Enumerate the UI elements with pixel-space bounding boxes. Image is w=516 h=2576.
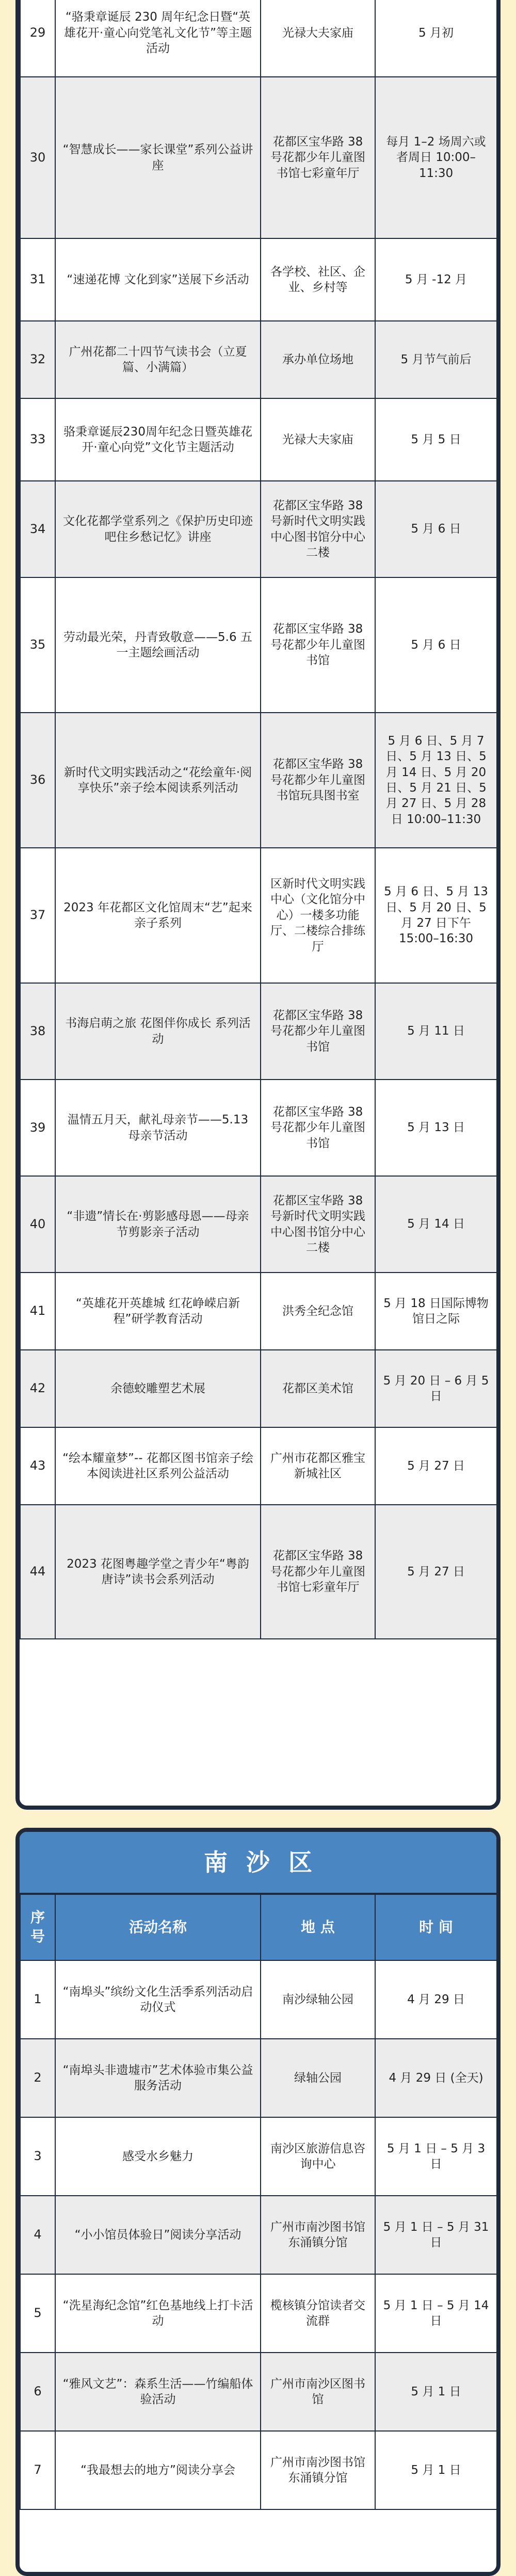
activity-time: 5 月 27 日 bbox=[375, 1505, 497, 1639]
activity-time: 5 月 -12 月 bbox=[375, 238, 497, 321]
row-number: 33 bbox=[20, 398, 55, 481]
activity-name: 感受水乡魅力 bbox=[55, 2117, 261, 2196]
activity-time: 5 月初 bbox=[375, 0, 497, 77]
activity-location: 区新时代文明实践中心（文化馆分中心）一楼多功能厅、二楼综合排练厅 bbox=[261, 848, 375, 983]
activity-time: 5 月 14 日 bbox=[375, 1176, 497, 1273]
row-number: 36 bbox=[20, 713, 55, 848]
activity-location: 花都区宝华路 38 号花都少年儿童图书馆七彩童年厅 bbox=[261, 1505, 375, 1639]
table-row bbox=[20, 0, 497, 77]
row-number: 32 bbox=[20, 321, 55, 398]
huadu-table-panel bbox=[15, 0, 501, 1810]
activity-name: 2023 年花都区文化馆周末“艺”起来亲子系列 bbox=[55, 848, 261, 983]
activity-time: 5 月 20 日 – 6 月 5 日 bbox=[375, 1350, 497, 1427]
activity-location: 花都区宝华路 38 号花都少年儿童图书馆玩具图书室 bbox=[261, 713, 375, 848]
activity-location: 绿轴公园 bbox=[261, 2039, 375, 2117]
activity-name: “雅风文艺”：森系生活——竹编船体验活动 bbox=[55, 2353, 261, 2431]
activity-time: 4 月 29 日 bbox=[375, 1960, 497, 2039]
activity-time: 5 月 6 日 bbox=[375, 577, 497, 713]
activity-name: 2023 花图粤趣学堂之青少年“粤韵唐诗”读书会系列活动 bbox=[55, 1505, 261, 1639]
nansha-table-panel bbox=[15, 1828, 501, 2576]
activity-name: “英雄花开英雄城 红花峥嵘启新程”研学教育活动 bbox=[55, 1273, 261, 1350]
table-row bbox=[20, 983, 497, 1080]
activity-name: 骆秉章诞辰230周年纪念日暨英雄花开·童心向党”文化节主题活动 bbox=[55, 398, 261, 481]
table-row bbox=[20, 577, 497, 713]
row-number: 35 bbox=[20, 577, 55, 713]
activity-location: 承办单位场地 bbox=[261, 321, 375, 398]
table-row bbox=[20, 2117, 497, 2196]
table-row bbox=[20, 848, 497, 983]
row-number: 34 bbox=[20, 481, 55, 577]
table-row bbox=[20, 77, 497, 238]
table-row bbox=[20, 2039, 497, 2117]
activity-name: “速递花博 文化到家”送展下乡活动 bbox=[55, 238, 261, 321]
activity-location: 南沙绿轴公园 bbox=[261, 1960, 375, 2039]
row-number: 43 bbox=[20, 1427, 55, 1505]
activity-location: 花都区宝华路 38 号花都少年儿童图书馆 bbox=[261, 983, 375, 1080]
activity-location: 各学校、社区、企业、乡村等 bbox=[261, 238, 375, 321]
activity-location: 广州市南沙区图书馆 bbox=[261, 2353, 375, 2431]
table-row bbox=[20, 2196, 497, 2274]
activity-time: 5 月 1 日 bbox=[375, 2431, 497, 2509]
activity-location: 广州市南沙图书馆东涌镇分馆 bbox=[261, 2196, 375, 2274]
activity-time: 5 月 5 日 bbox=[375, 398, 497, 481]
activity-location: 花都区宝华路 38 号花都少年儿童图书馆 bbox=[261, 1080, 375, 1176]
activity-location: 榄核镇分馆读者交流群 bbox=[261, 2274, 375, 2353]
activity-name: “我最想去的地方”阅读分享会 bbox=[55, 2431, 261, 2509]
table-header-row bbox=[20, 1894, 497, 1960]
activity-name: “南埠头”缤纷文化生活季系列活动启动仪式 bbox=[55, 1960, 261, 2039]
activity-name: 广州花都二十四节气读书会（立夏篇、小满篇） bbox=[55, 321, 261, 398]
activity-name: “小小馆员体验日”阅读分享活动 bbox=[55, 2196, 261, 2274]
table-row bbox=[20, 398, 497, 481]
activity-time: 5 月 1 日 bbox=[375, 2353, 497, 2431]
activity-location: 洪秀全纪念馆 bbox=[261, 1273, 375, 1350]
header-no: 序号 bbox=[20, 1894, 55, 1960]
activity-location: 花都区宝华路 38 号新时代文明实践中心图书馆分中心二楼 bbox=[261, 481, 375, 577]
activity-location: 花都区宝华路 38 号花都少年儿童图书馆 bbox=[261, 577, 375, 713]
huadu-activity-table bbox=[20, 0, 497, 1639]
table-row bbox=[20, 1350, 497, 1427]
district-title: 南沙区 bbox=[20, 1832, 496, 1894]
row-number: 2 bbox=[20, 2039, 55, 2117]
header-name: 活动名称 bbox=[55, 1894, 261, 1960]
activity-name: “南埠头非遗墟市”艺术体验市集公益服务活动 bbox=[55, 2039, 261, 2117]
activity-location: 广州市南沙图书馆东涌镇分馆 bbox=[261, 2431, 375, 2509]
row-number: 1 bbox=[20, 1960, 55, 2039]
activity-name: 文化花都学堂系列之《保护历史印迹吧住乡愁记忆》讲座 bbox=[55, 481, 261, 577]
table-row bbox=[20, 1176, 497, 1273]
activity-time: 5 月 1 日 – 5 月 31 日 bbox=[375, 2196, 497, 2274]
activity-time: 5 月 1 日 – 5 月 3 日 bbox=[375, 2117, 497, 2196]
activity-name: “智慧成长——家长课堂”系列公益讲座 bbox=[55, 77, 261, 238]
row-number: 30 bbox=[20, 77, 55, 238]
table-row bbox=[20, 321, 497, 398]
table-row bbox=[20, 2431, 497, 2509]
row-number: 3 bbox=[20, 2117, 55, 2196]
nansha-activity-table bbox=[20, 1894, 497, 2510]
row-number: 41 bbox=[20, 1273, 55, 1350]
table-row bbox=[20, 1505, 497, 1639]
activity-name: 温情五月天，献礼母亲节——5.13 母亲节活动 bbox=[55, 1080, 261, 1176]
header-time: 时 间 bbox=[375, 1894, 497, 1960]
activity-location: 光禄大夫家庙 bbox=[261, 398, 375, 481]
table-row bbox=[20, 1427, 497, 1505]
table-row bbox=[20, 1960, 497, 2039]
activity-time: 4 月 29 日 (全天) bbox=[375, 2039, 497, 2117]
activity-name: “骆秉章诞辰 230 周年纪念日暨“英雄花开·童心向党笔礼文化节”等主题活动 bbox=[55, 0, 261, 77]
table-row bbox=[20, 238, 497, 321]
activity-location: 花都区宝华路 38 号新时代文明实践中心图书馆分中心二楼 bbox=[261, 1176, 375, 1273]
activity-name: 余德蛟雕塑艺术展 bbox=[55, 1350, 261, 1427]
row-number: 6 bbox=[20, 2353, 55, 2431]
activity-time: 5 月 6 日、5 月 13 日、5 月 20 日、5 月 27 日下午 15:00–16:30 bbox=[375, 848, 497, 983]
row-number: 40 bbox=[20, 1176, 55, 1273]
row-number: 42 bbox=[20, 1350, 55, 1427]
activity-name: “非遗”情长在·剪影感母恩——母亲节剪影亲子活动 bbox=[55, 1176, 261, 1273]
table-row bbox=[20, 1273, 497, 1350]
activity-time: 5 月 18 日国际博物馆日之际 bbox=[375, 1273, 497, 1350]
activity-name: 书海启萌之旅 花图伴你成长 系列活动 bbox=[55, 983, 261, 1080]
activity-time: 5 月 6 日 bbox=[375, 481, 497, 577]
row-number: 7 bbox=[20, 2431, 55, 2509]
activity-time: 5 月 27 日 bbox=[375, 1427, 497, 1505]
table-row bbox=[20, 481, 497, 577]
activity-name: 新时代文明实践活动之“花绘童年·阅享快乐”亲子绘本阅读系列活动 bbox=[55, 713, 261, 848]
activity-location: 广州市花都区雅宝新城社区 bbox=[261, 1427, 375, 1505]
row-number: 31 bbox=[20, 238, 55, 321]
activity-location: 花都区美术馆 bbox=[261, 1350, 375, 1427]
row-number: 37 bbox=[20, 848, 55, 983]
table-row bbox=[20, 2353, 497, 2431]
table-row bbox=[20, 713, 497, 848]
activity-name: “洗星海纪念馆”红色基地线上打卡活动 bbox=[55, 2274, 261, 2353]
activity-time: 5 月 11 日 bbox=[375, 983, 497, 1080]
activity-location: 南沙区旅游信息咨询中心 bbox=[261, 2117, 375, 2196]
activity-time: 5 月 13 日 bbox=[375, 1080, 497, 1176]
table-row bbox=[20, 1080, 497, 1176]
header-location: 地 点 bbox=[261, 1894, 375, 1960]
row-number: 39 bbox=[20, 1080, 55, 1176]
row-number: 5 bbox=[20, 2274, 55, 2353]
activity-name: 劳动最光荣，丹青致敬意——5.6 五一主题绘画活动 bbox=[55, 577, 261, 713]
activity-location: 光禄大夫家庙 bbox=[261, 0, 375, 77]
activity-time: 5 月 6 日、5 月 7 日、5 月 13 日、5 月 14 日、5 月 20 日、5 月 21 日、5 月 27 日、5 月 28 日 10:00–11:30 bbox=[375, 713, 497, 848]
row-number: 38 bbox=[20, 983, 55, 1080]
activity-time: 5 月节气前后 bbox=[375, 321, 497, 398]
row-number: 4 bbox=[20, 2196, 55, 2274]
activity-name: “绘本耀童梦”-- 花都区图书馆亲子绘本阅读进社区系列公益活动 bbox=[55, 1427, 261, 1505]
table-row bbox=[20, 2274, 497, 2353]
row-number: 44 bbox=[20, 1505, 55, 1639]
activity-time: 5 月 1 日 – 5 月 14 日 bbox=[375, 2274, 497, 2353]
activity-time: 每月 1–2 场周六或者周日 10:00–11:30 bbox=[375, 77, 497, 238]
activity-location: 花都区宝华路 38 号花都少年儿童图书馆七彩童年厅 bbox=[261, 77, 375, 238]
row-number: 29 bbox=[20, 0, 55, 77]
